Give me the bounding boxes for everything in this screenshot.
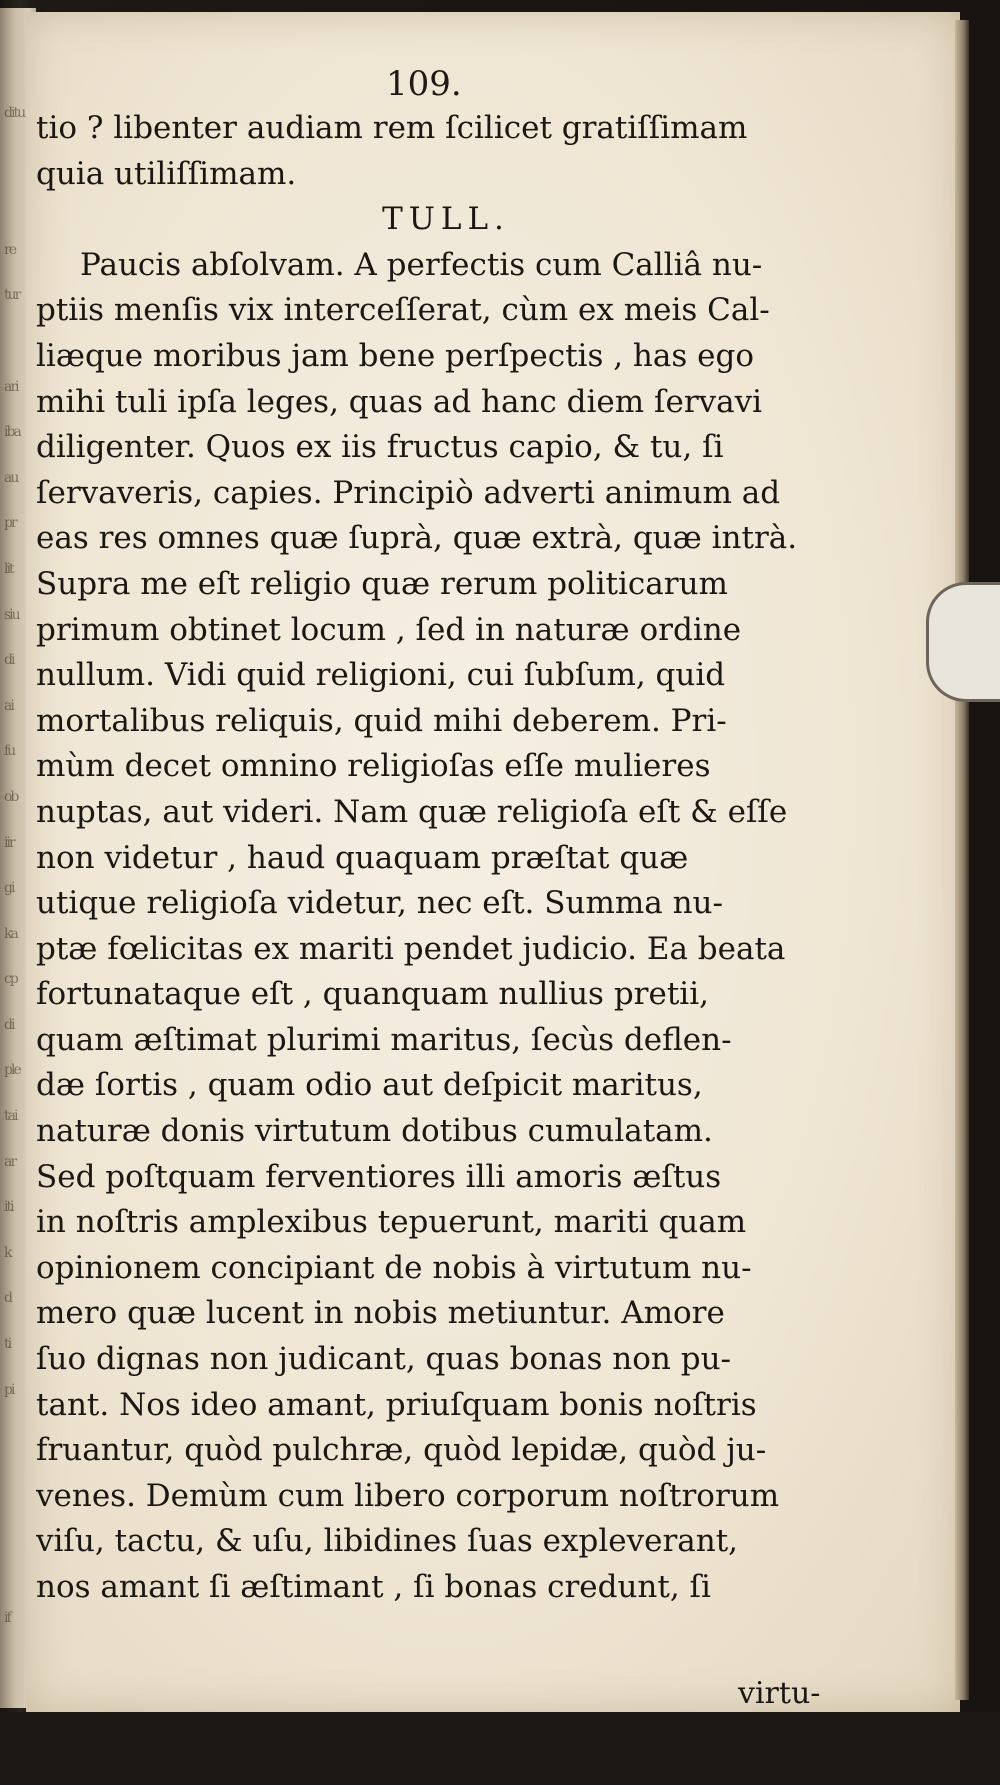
margin-fragment	[4, 1427, 34, 1473]
page-number: 109.	[386, 64, 462, 104]
text-line: ſuo dignas non judicant, quas bonas non pu-	[36, 1341, 732, 1378]
margin-fragment	[4, 333, 34, 379]
page-holder-clip	[926, 582, 1000, 702]
margin-fragment: tai	[4, 1108, 17, 1125]
margin-fragment: iti	[4, 1199, 13, 1216]
page-right-edge	[955, 20, 969, 1700]
margin-fragment: ple	[4, 1062, 20, 1079]
margin-fragment: ditu	[4, 105, 25, 121]
text-line: tio ? libenter audiam rem ſcilicet gratiſſimam	[36, 110, 748, 146]
text-line: fruantur, quòd pulchræ, quòd lepidæ, quòd ju-	[36, 1432, 767, 1469]
previous-page-margin-fragments	[4, 105, 34, 1685]
margin-fragment: au	[4, 469, 18, 486]
scan-bottom-margin	[0, 1712, 1000, 1785]
text-line: mùm decet omnino religioſas eſſe mulieres	[36, 748, 711, 785]
text-line: ptiis menſis vix interceſſerat, cùm ex meis Cal-	[36, 292, 770, 329]
text-line: ptæ fœlicitas ex mariti pendet judicio. Ea beata	[36, 930, 786, 967]
text-line: nos amant ſi æſtimant , ſi bonas credunt, ſi	[36, 1569, 711, 1605]
margin-fragment: gi	[4, 880, 14, 897]
text-line: primum obtinet locum , ſed in naturæ ordine	[36, 611, 742, 648]
text-line: nuptas, aut videri. Nam quæ religioſa eſt & eſſe	[36, 793, 788, 830]
margin-fragment: ka	[4, 925, 17, 942]
text-line: fortunataque eſt , quanquam nullius pretii,	[36, 976, 709, 1013]
margin-fragment: pr	[4, 515, 16, 532]
text-line: non videtur , haud quaquam præſtat quæ	[36, 839, 689, 876]
margin-fragment: if	[4, 1609, 10, 1626]
text-line: dæ ſortis , quam odio aut deſpicit maritus,	[36, 1067, 703, 1104]
text-line: tant. Nos ideo amant, priuſquam bonis noſtris	[36, 1386, 757, 1423]
text-line: viſu, tactu, & uſu, libidines ſuas expleverant,	[36, 1523, 739, 1560]
text-line: naturæ donis virtutum dotibus cumulatam.	[36, 1113, 713, 1150]
text-line: Sed poſtquam ferventiores illi amoris æſtus	[36, 1158, 722, 1195]
text-line: mihi tuli ipſa leges, quas ad hanc diem ſervavi	[36, 383, 763, 420]
text-line: eas res omnes quæ ſuprà, quæ extrà, quæ intrà.	[36, 520, 798, 557]
margin-fragment: iba	[4, 424, 20, 441]
margin-fragment: ari	[4, 378, 18, 395]
text-line: mortalibus reliquis, quid mihi deberem. Pri-	[36, 702, 727, 739]
margin-fragment: ar	[4, 1153, 16, 1170]
margin-fragment	[4, 1518, 34, 1564]
margin-fragment: siu	[4, 606, 19, 623]
margin-fragment: re	[4, 241, 15, 258]
text-line: ſervaveris, capies. Principiò adverti animum ad	[36, 474, 781, 511]
margin-fragment: pi	[4, 1381, 14, 1398]
text-line: opinionem concipiant de nobis à virtutum nu-	[36, 1249, 752, 1286]
margin-fragment: fu	[4, 743, 15, 760]
text-line: quia utiliſſimam.	[36, 155, 297, 192]
margin-fragment: ob	[4, 788, 18, 805]
margin-fragment	[4, 151, 34, 197]
text-line: Supra me eſt religio quæ rerum politicarum	[36, 565, 728, 602]
margin-fragment: k	[4, 1244, 11, 1261]
text-line: Paucis abſolvam. A perfectis cum Calliâ nu-	[80, 246, 763, 283]
text-line: quam æſtimat plurimi maritus, ſecùs deflen-	[36, 1021, 732, 1058]
margin-fragment: iir	[4, 834, 14, 851]
text-line: in noſtris amplexibus tepuerunt, mariti quam	[36, 1204, 747, 1241]
catchword: virtu-	[738, 1676, 821, 1711]
margin-fragment: ti	[4, 1336, 11, 1353]
margin-fragment	[4, 196, 34, 242]
margin-fragment: ai	[4, 697, 13, 714]
margin-fragment: di	[4, 652, 14, 669]
margin-fragment	[4, 1564, 34, 1610]
margin-fragment: tur	[4, 287, 20, 304]
page-text	[36, 106, 836, 1611]
margin-fragment: di	[4, 1016, 14, 1033]
text-line: diligenter. Quos ex iis fructus capio, & tu, ſi	[36, 429, 724, 466]
text-line: mero quæ lucent in nobis metiuntur. Amore	[36, 1295, 725, 1332]
margin-fragment: lit	[4, 560, 13, 577]
margin-fragment	[4, 1473, 34, 1519]
speaker-heading: TULL.	[382, 201, 510, 238]
text-line: nullum. Vidi quid religioni, cui ſubſum, quid	[36, 657, 726, 694]
text-line: utique religioſa videtur, nec eſt. Summa nu-	[36, 885, 723, 922]
text-line: liæque moribus jam bene perſpectis , has ego	[36, 337, 754, 374]
text-line: venes. Demùm cum libero corporum noſtrorum	[36, 1477, 780, 1514]
margin-fragment: cp	[4, 971, 17, 988]
margin-fragment: d	[4, 1290, 11, 1307]
